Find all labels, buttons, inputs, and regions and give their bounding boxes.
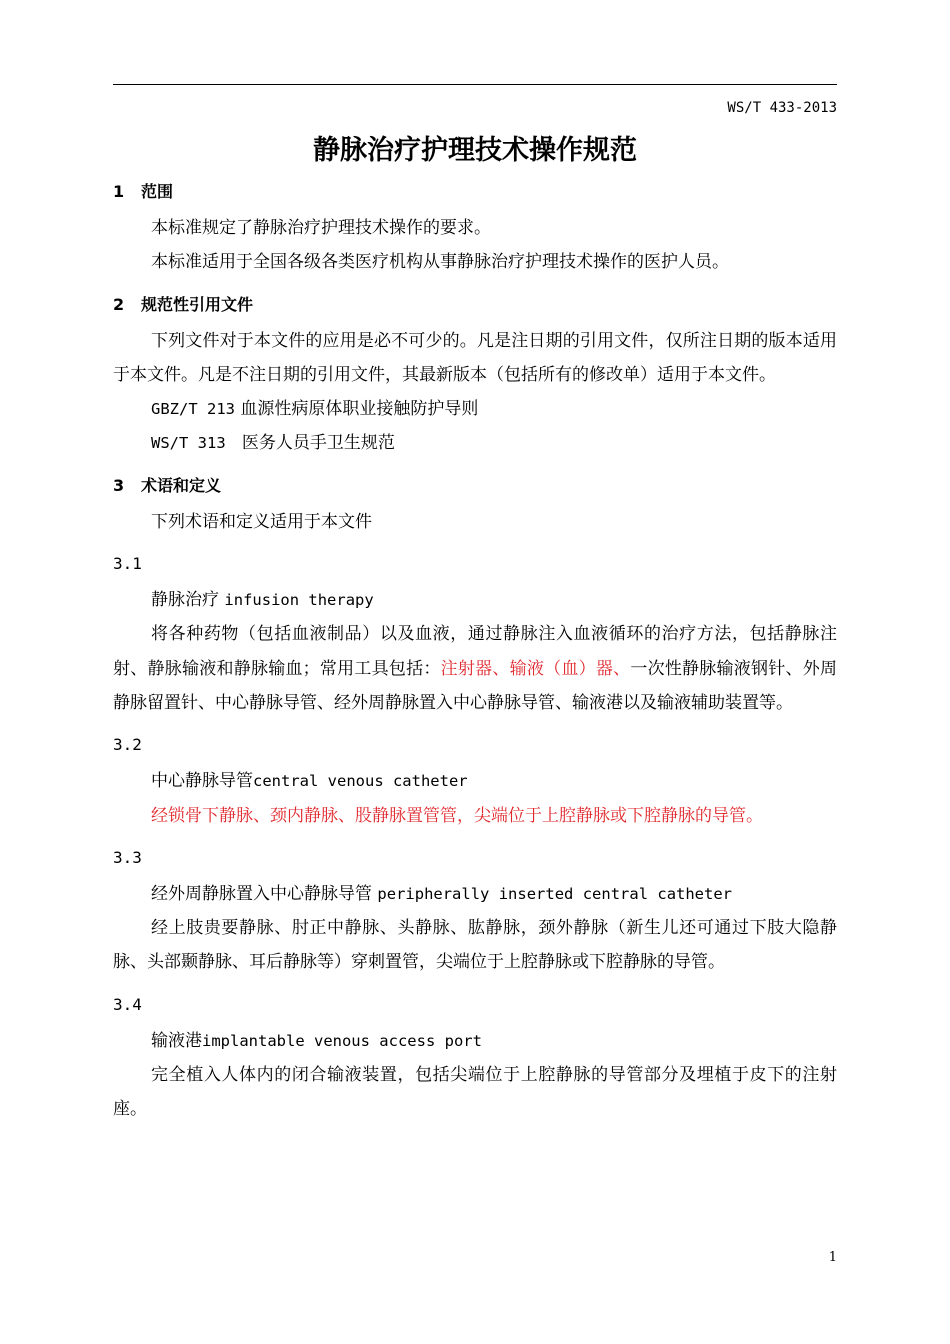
standard-code: WS/T 433-2013 [727,100,837,116]
section-title: 规范性引用文件 [141,294,254,314]
definition: 经锁骨下静脉、颈内静脉、股静脉置管管，尖端位于上腔静脉或下腔静脉的导管。 [151,805,763,826]
term-cn: 中心静脉导管 [151,771,253,792]
paragraph: 下列文件对于本文件的应用是必不可少的。凡是注日期的引用文件，仅所注日期的版本适用于本文件。凡是不注日期的引用文件，其最新版本（包括所有的修改单）适用于本文件。 [113,330,837,385]
term-en: central venous catheter [253,772,468,791]
paragraph: 本标准适用于全国各级各类医疗机构从事静脉治疗护理技术操作的医护人员。 [151,252,729,273]
section-number: 1 [113,182,125,201]
term-en: infusion therapy [224,591,374,610]
paragraph: 下列术语和定义适用于本文件 [151,511,372,532]
clause-3-1-number: 3.1 [113,554,142,574]
paragraph: 本标准规定了静脉治疗护理技术操作的要求。 [151,218,491,238]
header-rule [113,84,837,85]
definition: 完全植入人体内的闭合输液装置，包括尖端位于上腔静脉的导管部分及埋植于皮下的注射座。 [113,1065,837,1120]
document-title: 静脉治疗护理技术操作规范 [313,135,637,166]
section-2-heading [113,294,837,316]
definition [113,617,837,720]
reference-item [113,426,837,460]
section-title: 范围 [141,182,174,201]
term-cn: 经外周静脉置入中心静脉导管 [151,883,372,904]
page-number: 1 [828,1250,837,1265]
document-body [113,181,837,1127]
section-number: 2 [113,294,125,314]
definition-text: 一次性静脉输液钢针、外周静脉留置针、中心静脉导管、经外周静脉置入中心静脉导管、输液港以及输液辅助装置等。 [113,658,838,713]
term-line [113,877,837,911]
highlighted-text: 注射器、输液（血）器、 [440,658,631,679]
term-en: peripherally inserted central catheter [377,884,733,903]
reference-code: GBZ/T 213 [151,400,235,419]
term-line [113,583,837,617]
clause-3-2-number: 3.2 [113,735,142,755]
term-cn: 静脉治疗 [151,590,219,611]
term-line [113,764,837,798]
section-3-heading [113,475,837,497]
definition-text: 将各种药物（包括血液制品）以及血液，通过静脉注入血液循环的治疗方法，包括静脉注射、静脉输液和静脉输血；常用工具包括： [113,624,837,679]
reference-title: 血源性病原体职业接触防护导则 [240,399,479,420]
reference-code: WS/T 313 [151,434,226,453]
reference-title: 医务人员手卫生规范 [241,433,395,454]
section-number: 3 [113,475,125,495]
term-line [113,1024,837,1058]
section-title: 术语和定义 [141,475,222,495]
term-cn: 输液港 [151,1030,202,1051]
clause-3-4-number: 3.4 [113,994,142,1014]
term-en: implantable venous access port [202,1031,482,1050]
section-1-heading [113,181,837,203]
clause-3-3-number: 3.3 [113,847,142,867]
reference-item [113,392,837,426]
definition: 经上肢贵要静脉、肘正中静脉、头静脉、肱静脉，颈外静脉（新生儿还可通过下肢大隐静脉、头部颞静脉、耳后静脉等）穿刺置管，尖端位于上腔静脉或下腔静脉的导管。 [113,918,837,973]
